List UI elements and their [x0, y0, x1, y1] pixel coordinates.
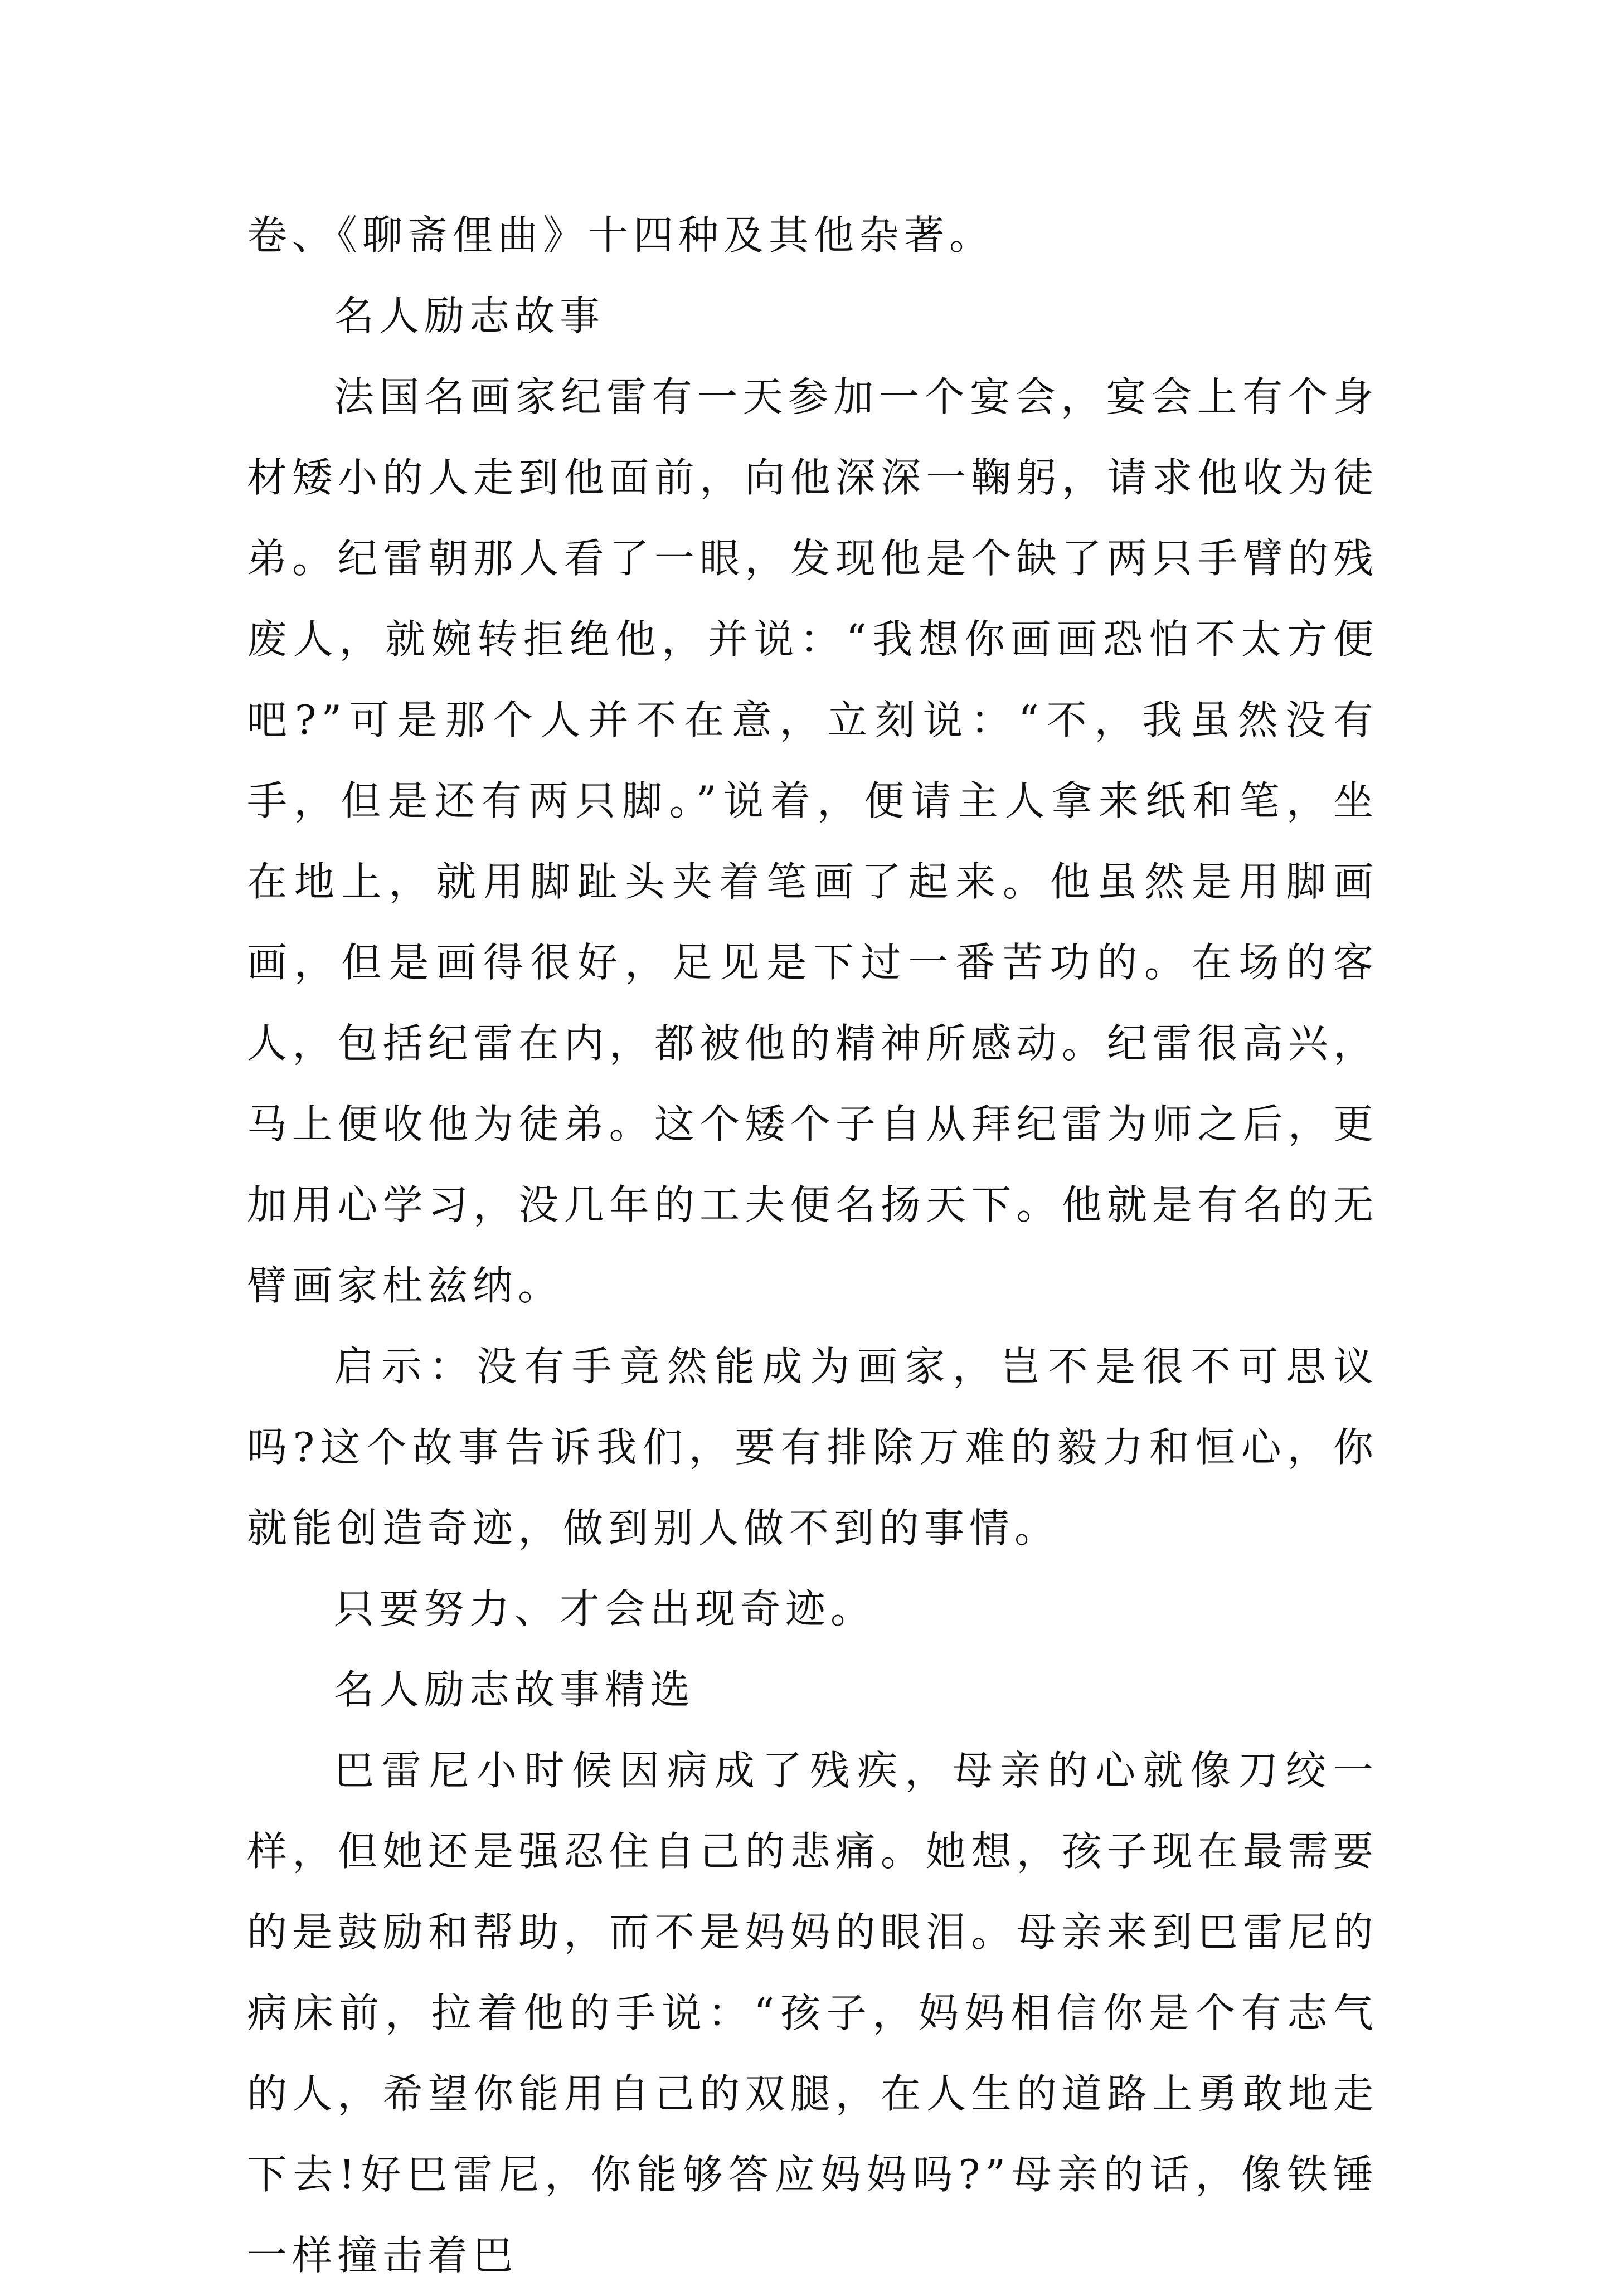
- paragraph-motto: 只要努力、才会出现奇迹。: [334, 1585, 876, 1632]
- paragraph-lesson: 启示：没有手竟然能成为画家，岂不是很不可思议吗?这个故事告诉我们，要有排除万难的毅力和恒心，你就能创造奇迹，做到别人做不到的事情。: [247, 1343, 1378, 1551]
- document-body: [247, 195, 1378, 2296]
- paragraph-story-ji-lei: 法国名画家纪雷有一天参加一个宴会，宴会上有个身材矮小的人走到他面前，向他深深一鞠躬，请求他收为徒弟。纪雷朝那人看了一眼，发现他是个缺了两只手臂的残废人，就婉转拒绝他，并说：“我想你画画恐怕不太方便吧?”可是那个人并不在意，立刻说：“不，我虽然没有手，但是还有两只脚。”说着，便请主人拿来纸和笔，坐在地上，就用脚趾头夹着笔画了起来。他虽然是用脚画画，但是画得很好，足见是下过一番苦功的。在场的客人，包括纪雷在内，都被他的精神所感动。纪雷很高兴，马上便收他为徒弟。这个矮个子自从拜纪雷为师之后，更加用心学习，没几年的工夫便名扬天下。他就是有名的无臂画家杜兹纳。: [247, 373, 1378, 1309]
- paragraph-story-barany: 巴雷尼小时候因病成了残疾，母亲的心就像刀绞一样，但她还是强忍住自己的悲痛。她想，孩子现在最需要的是鼓励和帮助，而不是妈妈的眼泪。母亲来到巴雷尼的病床前，拉着他的手说：“孩子，妈妈相信你是个有志气的人，希望你能用自己的双腿，在人生的道路上勇敢地走下去!好巴雷尼，你能够答应妈妈吗?”母亲的话，像铁锤一样撞击着巴: [247, 1747, 1378, 2279]
- section-heading-story: 名人励志故事: [334, 293, 605, 339]
- paragraph-continuation: 卷、《聊斋俚曲》十四种及其他杂著。: [247, 212, 995, 259]
- section-heading-selected-stories: 名人励志故事精选: [334, 1666, 696, 1713]
